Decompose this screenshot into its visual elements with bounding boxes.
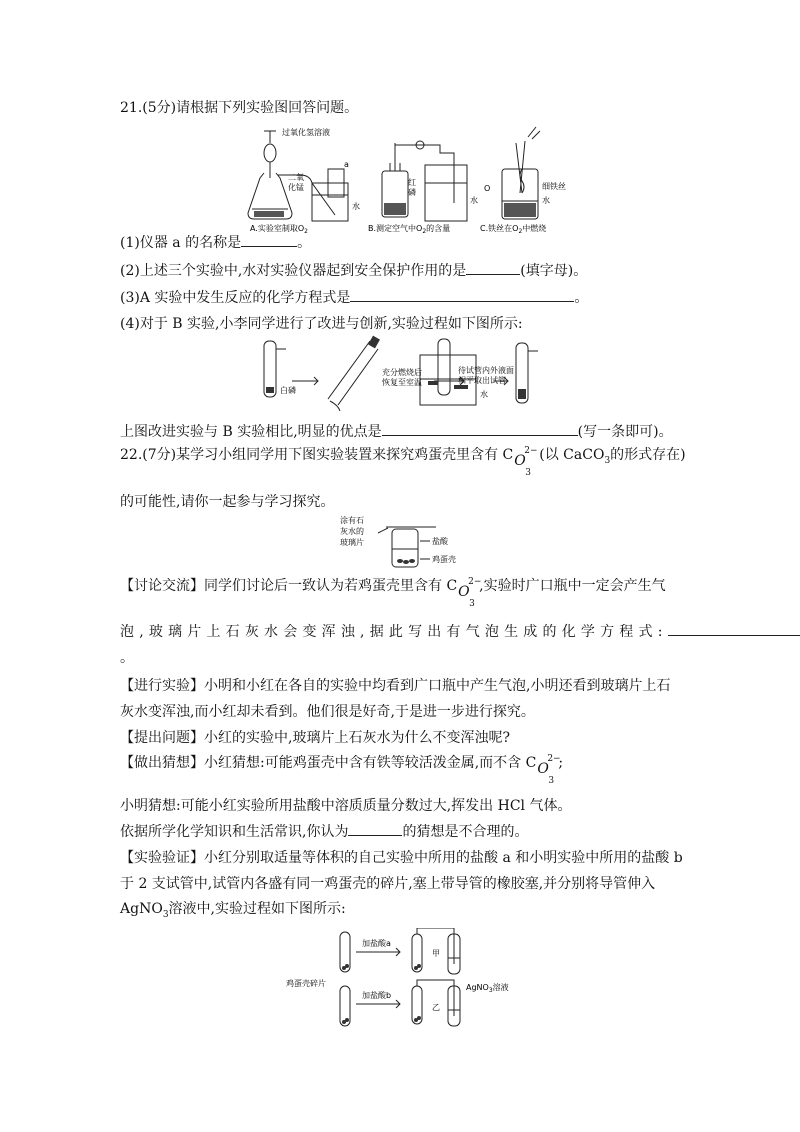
q21-2	[120, 260, 587, 281]
caption-a: A.实验室制取$O_2$	[250, 224, 308, 233]
label-water-a: 水	[352, 202, 360, 211]
label-water-b: 水	[470, 196, 478, 205]
tubes-diagram	[282, 928, 532, 1033]
verify3-sub: 3	[162, 909, 169, 920]
figure-21-apparatus	[240, 123, 580, 233]
carbonate-ion	[513, 445, 539, 478]
label-limewater-2: 灰水的	[340, 527, 364, 536]
figure-21-improved	[258, 335, 548, 415]
apparatus-diagram	[240, 123, 580, 233]
answer-blank-2[interactable]	[466, 260, 520, 275]
label-step1a: 充分燃烧后	[382, 368, 422, 377]
figure-22-tubes	[282, 928, 532, 1033]
q22-discuss-end: 。	[120, 650, 134, 666]
label-white-p: 白磷	[280, 386, 296, 395]
label-red-p-2: 磷	[408, 188, 416, 197]
q21-4b-text: 上图改进实验与 B 实验相比,明显的优点是	[120, 424, 382, 440]
caption-b: B.测定空气中$O_2$的含量	[368, 224, 451, 233]
q22-title-cont: 的可能性,请你一起参与学习探究。	[120, 494, 335, 510]
label-water-c: 水	[542, 196, 550, 205]
judge-b: 的猜想是不合理的。	[402, 824, 529, 840]
q22-judge	[120, 821, 528, 842]
q22-title-b: (以 CaCO	[539, 447, 605, 463]
label-limewater-3: 玻璃片	[340, 538, 364, 547]
q21-2-text: (2)上述三个实验中,水对实验仪器起到安全保护作用的是	[120, 263, 467, 279]
label-agno3: AgNO$_3$溶液	[466, 983, 509, 994]
bottle-diagram	[340, 515, 470, 571]
q21-4b-end: (写一条即可)。	[577, 424, 673, 440]
discuss-c: 泡,玻璃片上石灰水会变浑浊,据此写出有气泡生成的化学方程式:	[120, 624, 668, 640]
q22-exp-1: 【进行实验】小明和小红在各自的实验中均看到广口瓶中产生气泡,小明还看到玻璃片上石	[120, 678, 671, 694]
label-step2b: 相平取出试管	[458, 376, 506, 385]
q22-title	[120, 445, 686, 478]
caption-c: C.铁丝在$O_2$中燃烧	[480, 224, 547, 233]
q21-1-end: 。	[297, 235, 312, 251]
label-o2: O	[484, 184, 491, 193]
carbonate-o-3: O	[537, 761, 549, 777]
q21-2-end: (填字母)。	[520, 263, 588, 279]
q21-4: (4)对于 B 实验,小李同学进行了改进与创新,实验过程如下图所示:	[120, 316, 523, 332]
label-mno2-2: 化锰	[288, 183, 304, 192]
q22-exp-2: 灰水变浑浊,而小红却未看到。他们很是好奇,于是进一步进行探究。	[120, 704, 535, 720]
carbonate-sub: 3	[525, 468, 531, 478]
answer-blank-4[interactable]	[382, 421, 578, 436]
q22-verify-1: 【实验验证】小红分别取适量等体积的自己实验中所用的盐酸 a 和小明实验中所用的盐酸 b	[120, 850, 683, 866]
judge-a: 依据所学化学知识和生活常识,你认为	[120, 824, 349, 840]
q22-guess	[120, 753, 564, 786]
q22-verify-3	[120, 899, 346, 925]
carbonate-o-2: O	[458, 584, 470, 600]
carbonate-sub-3: 3	[548, 776, 555, 786]
q21-3-text: (3)A 实验中发生反应的化学方程式是	[120, 290, 351, 306]
q22-discuss	[120, 576, 666, 609]
carbonate-sup-3: 2−	[547, 754, 561, 764]
label-a: a	[344, 160, 349, 169]
discuss-a: 【讨论交流】同学们讨论后一致认为若鸡蛋壳里含有 C	[120, 578, 458, 594]
label-mno2-1: 二氧	[288, 173, 304, 182]
carbonate-sup-2: 2−	[468, 577, 482, 587]
guess-a: 【做出猜想】小红猜想:可能鸡蛋壳中含有铁等较活泼金属,而不含 C	[120, 755, 537, 771]
answer-blank-6[interactable]	[348, 821, 402, 836]
label-red-p-1: 红	[408, 178, 416, 187]
carbonate-ion-3	[536, 753, 561, 786]
guess-end: ;	[558, 755, 564, 771]
figure-22-bottle	[340, 515, 470, 571]
q22-title-c: 的形式存在)	[610, 447, 686, 463]
discuss-b: ,实验时广口瓶中一定会产生气	[479, 578, 666, 594]
label-limewater-1: 涂有石	[340, 516, 364, 525]
label-jia: 甲	[432, 949, 440, 958]
q21-3	[120, 287, 588, 308]
label-acid-b: 加盐酸b	[362, 991, 392, 1000]
caco3-sub: 3	[604, 455, 611, 466]
label-acid-a: 加盐酸a	[362, 939, 391, 948]
answer-blank-1[interactable]	[241, 232, 297, 247]
carbonate-o: O	[514, 453, 526, 469]
label-h2o2: 过氧化氢溶液	[282, 128, 330, 137]
q21-title: 21.(5分)请根据下列实验图回答问题。	[120, 100, 359, 116]
q22-ming: 小明猜想:可能小红实验所用盐酸中溶质质量分数过大,挥发出 HCl 气体。	[120, 798, 572, 814]
label-shell-pieces: 鸡蛋壳碎片	[286, 979, 326, 988]
q21-4b	[120, 421, 673, 442]
carbonate-ion-2	[457, 576, 482, 609]
carbonate-sup: 2−	[524, 446, 538, 456]
q21-1-text: (1)仪器 a 的名称是	[120, 235, 242, 251]
answer-blank-3[interactable]	[350, 287, 574, 302]
label-step1b: 恢复至室温	[382, 378, 422, 387]
label-wire: 细铁丝	[542, 182, 566, 191]
verify3-a: AgNO	[120, 901, 163, 917]
q22-discuss-c	[120, 621, 800, 642]
q22-verify-2: 于 2 支试管中,试管内各盛有同一鸡蛋壳的碎片,塞上带导管的橡胶塞,并分别将导管伸入	[120, 876, 656, 892]
improved-apparatus-diagram	[258, 335, 548, 415]
answer-blank-5[interactable]	[668, 621, 800, 636]
label-yi: 乙	[432, 1003, 440, 1012]
label-shell: 鸡蛋壳	[432, 555, 456, 564]
carbonate-sub-2: 3	[469, 599, 475, 609]
q22-title-a: 22.(7分)某学习小组同学用下图实验装置来探究鸡蛋壳里含有 C	[120, 447, 514, 463]
q21-3-end: 。	[574, 290, 589, 306]
q22-ask: 【提出问题】小红的实验中,玻璃片上石灰水为什么不变浑浊呢?	[120, 730, 510, 746]
label-acid: 盐酸	[432, 537, 448, 546]
q21-1	[120, 232, 311, 253]
verify3-b: 溶液中,实验过程如下图所示:	[168, 901, 346, 917]
label-water-2: 水	[480, 390, 488, 399]
label-step2a: 待试管内外液面	[458, 366, 514, 375]
